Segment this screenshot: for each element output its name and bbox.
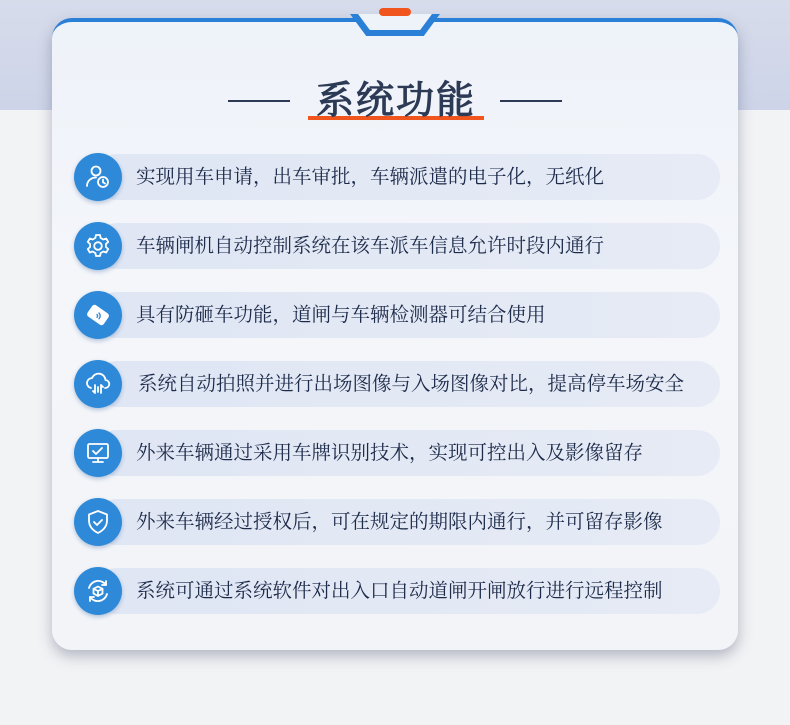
feature-text: 系统自动拍照并进行出场图像与入场图像对比，提高停车场安全 — [138, 372, 685, 395]
feature-item — [74, 568, 720, 614]
title-divider-left — [228, 100, 290, 102]
feature-item — [74, 430, 720, 476]
feature-text: 具有防砸车功能，道闸与车辆检测器可结合使用 — [136, 303, 546, 326]
feature-text: 实现用车申请，出车审批，车辆派遣的电子化，无纸化 — [136, 165, 605, 188]
feature-item — [74, 292, 720, 338]
feature-text: 外来车辆经过授权后，可在规定的期限内通行，并可留存影像 — [136, 510, 663, 533]
cloud-sync-icon — [74, 360, 122, 408]
feature-item — [74, 223, 720, 269]
feature-item — [74, 499, 720, 545]
title-divider-right — [500, 100, 562, 102]
feature-text: 系统可通过系统软件对出入口自动道闸开闸放行进行远程控制 — [136, 579, 663, 602]
feature-text: 外来车辆通过采用车牌识别技术，实现可控出入及影像留存 — [136, 441, 644, 464]
feature-item — [74, 154, 720, 200]
user-clock-icon — [74, 153, 122, 201]
feature-item — [74, 361, 720, 407]
gear-icon — [74, 222, 122, 270]
rfid-card-icon — [74, 291, 122, 339]
page-title: 系统功能 — [315, 78, 476, 122]
cube-cycle-icon — [74, 567, 122, 615]
title-block — [0, 78, 790, 128]
feature-text: 车辆闸机自动控制系统在该车派车信息允许时段内通行 — [136, 234, 605, 257]
accent-pill — [379, 8, 411, 16]
shield-check-icon — [74, 498, 122, 546]
monitor-check-icon — [74, 429, 122, 477]
